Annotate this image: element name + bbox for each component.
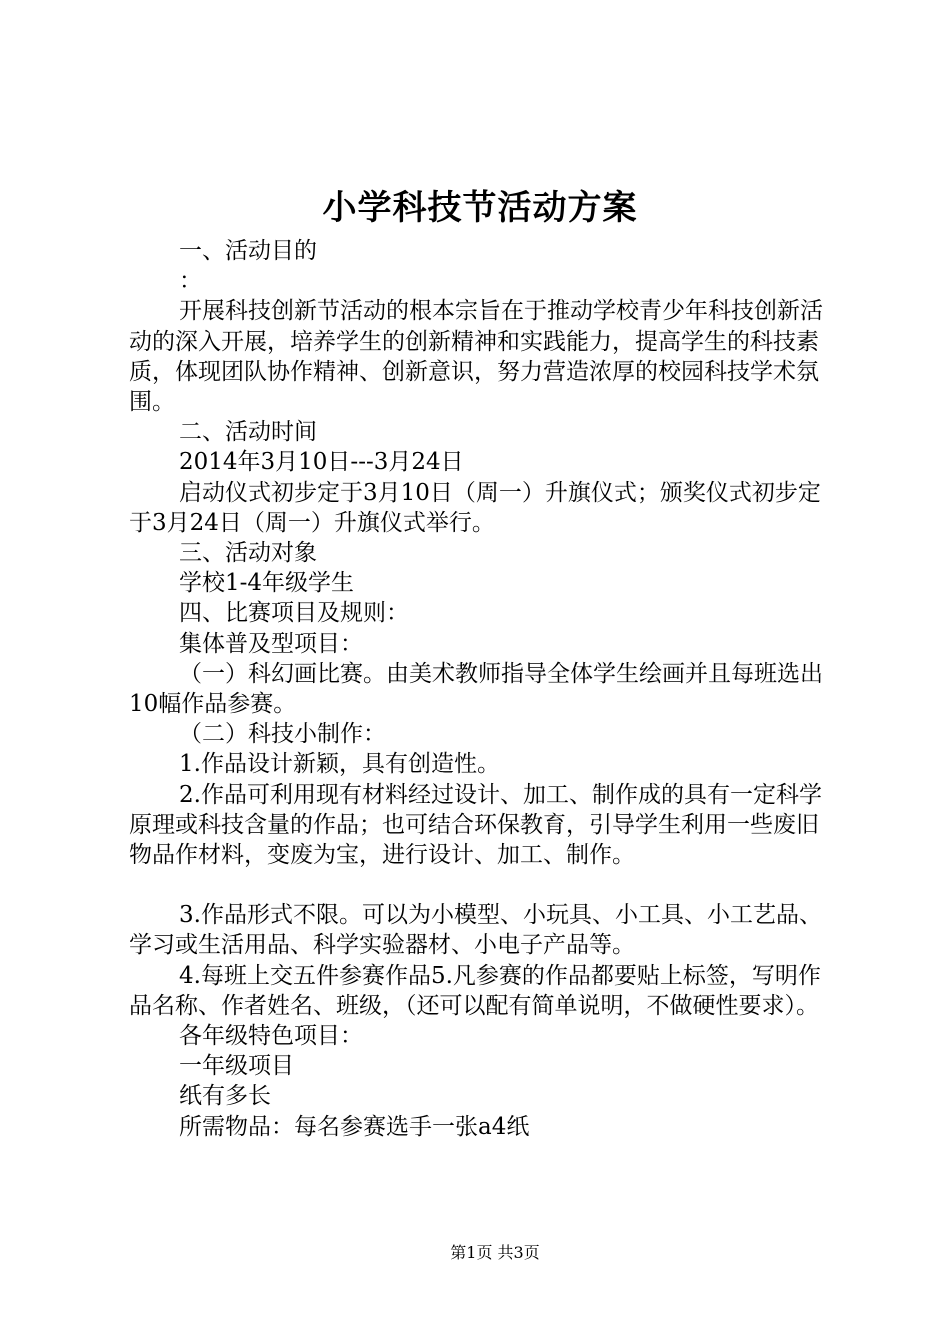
rule-3: 3.作品形式不限。可以为小模型、小玩具、小工具、小工艺品、学习或生活用品、科学实验器材、小电子产品等。 — [129, 902, 822, 959]
document-title: 小学科技节活动方案 — [322, 188, 638, 228]
colon-line: ： — [179, 268, 202, 295]
materials-line: 所需物品：每名参赛选手一张a4纸 — [179, 1113, 530, 1140]
grade-heading: 各年级特色项目： — [179, 1023, 363, 1050]
paragraph-gap — [129, 870, 841, 900]
heading-time: 二、活动时间 — [179, 419, 317, 446]
participants-text: 学校1-4年级学生 — [179, 570, 355, 597]
tech-craft-heading: （二）科技小制作： — [179, 721, 386, 748]
heading-rules: 四、比赛项目及规则： — [179, 600, 409, 627]
time-range: 2014年3月10日---3月24日 — [179, 449, 464, 476]
scifi-painting-item: （一）科幻画比赛。由美术教师指导全体学生绘画并且每班选出10幅作品参赛。 — [129, 660, 823, 718]
grade-one-heading: 一年级项目 — [179, 1053, 294, 1080]
ceremony-paragraph: 启动仪式初步定于3月10日（周一）升旗仪式；颁奖仪式初步定于3月24日（周一）升旗仪式举行。 — [129, 479, 821, 536]
rule-2: 2.作品可利用现有材料经过设计、加工、制作成的具有一定科学原理或科技含量的作品；也可结合环保教育，引导学生利用一些废旧物品作材料，变废为宝，进行设计、加工、制作。 — [129, 781, 822, 869]
collective-heading: 集体普及型项目： — [179, 630, 363, 657]
heading-purpose: 一、活动目的 — [179, 238, 317, 264]
document-body — [129, 236, 841, 1142]
rule-4-5: 4.每班上交五件参赛作品5.凡参赛的作品都要贴上标签，写明作品名称、作者姓名、班级，（还可以配有简单说明，不做硬性要求）。 — [129, 962, 821, 1019]
paper-length-item: 纸有多长 — [179, 1083, 271, 1110]
rule-1: 1.作品设计新颖，具有创造性。 — [179, 751, 500, 778]
heading-participants: 三、活动对象 — [179, 540, 317, 567]
page-footer: 第1页 共3页 — [450, 1243, 540, 1262]
purpose-paragraph: 开展科技创新节活动的根本宗旨在于推动学校青少年科技创新活动的深入开展，培养学生的创新精神和实践能力，提高学生的科技素质，体现团队协作精神、创新意识，努力营造浓厚的校园科技学术氛围。 — [129, 298, 823, 416]
